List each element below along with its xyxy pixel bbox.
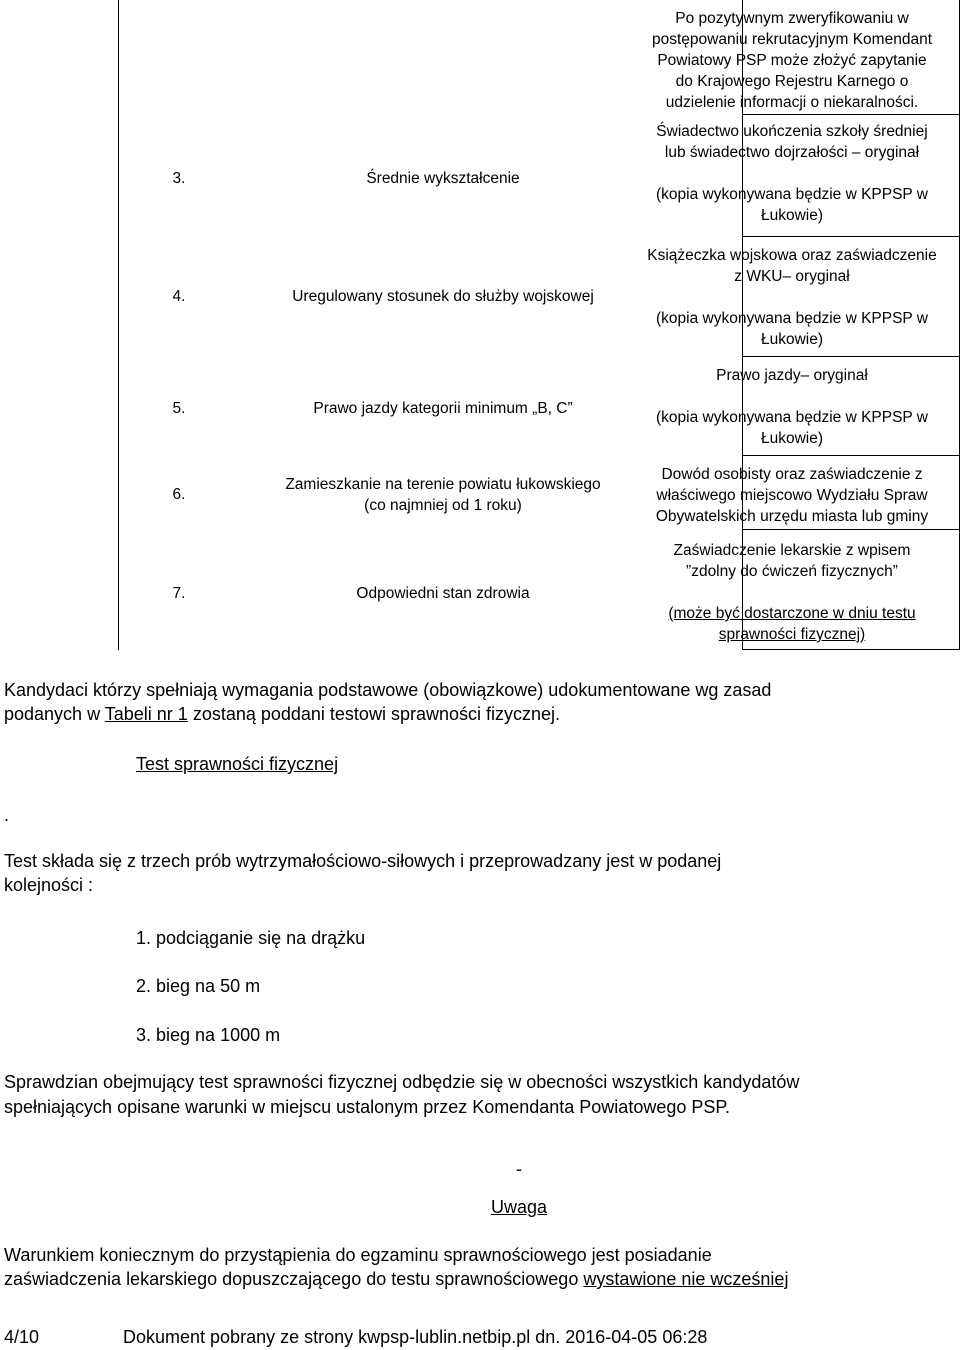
separator-dash: - [516,1159,522,1179]
row-number: 4. [172,288,186,305]
paragraph-line: Test składa się z trzech prób wytrzymałościowo-siłowych i przeprowadzany jest w podanej [4,851,722,871]
cell-line: Łukowie) [760,430,824,447]
cell-line: właściwego miejscowo Wydziału Spraw [656,487,928,504]
requirement-cell: Prawo jazdy kategorii minimum „B, C” [313,400,573,417]
stray-dot: . [4,805,10,825]
cell-line: Prawo jazdy– oryginał [716,367,868,384]
page-number: 4/10 [4,1327,40,1347]
cell-line: sprawności fizycznej) [718,626,866,643]
row-number: 6. [172,486,186,503]
documents-cell [624,245,960,350]
paragraph-text: podanych w [4,704,105,724]
cell-line: Łukowie) [760,207,824,224]
row-divider [742,236,960,237]
paragraph-text: zaświadczenia lekarskiego dopuszczającego do testu sprawnościowego [4,1269,584,1289]
row-number: 3. [172,170,186,187]
cell-line: Książeczka wojskowa oraz zaświadczenie [647,247,937,264]
table-border-bottom [742,649,960,650]
requirement-cell [228,474,658,516]
requirement-cell: Odpowiedni stan zdrowia [356,585,530,602]
cell-line: ”zdolny do ćwiczeń fizycznych” [686,563,898,580]
cell-line: Obywatelskich urzędu miasta lub gminy [655,508,929,525]
cell-line: udzielenie informacji o niekaralności. [665,94,919,111]
footer-source: Dokument pobrany ze strony kwpsp-lublin.netbip.pl dn. 2016-04-05 06:28 [123,1327,708,1347]
cell-line: (kopia wykonywana będzie w KPPSP w [656,310,928,327]
paragraph-text: zostaną poddani testowi sprawności fizycznej. [187,704,561,724]
cell-line: Powiatowy PSP może złożyć zapytanie [657,52,927,69]
paragraph-line: kolejności : [4,875,94,895]
cell-line: Zamieszkanie na terenie powiatu łukowskiego [285,476,601,493]
table-reference-link[interactable]: Tabeli nr 1 [104,704,188,724]
paragraph-line: Kandydaci którzy spełniają wymagania podstawowe (obowiązkowe) udokumentowane wg zasad [4,680,772,700]
list-item: 3. bieg na 1000 m [136,1025,281,1045]
list-item: 2. bieg na 50 m [136,976,261,996]
row-divider [742,529,960,530]
cell-line: z WKU– oryginał [734,268,850,285]
paragraph-line [4,1268,788,1291]
cell-line: (kopia wykonywana będzie w KPPSP w [656,409,928,426]
cell-line: lub świadectwo dojrzałości – oryginał [664,144,920,161]
row-divider [742,356,960,357]
list-item: 1. podciąganie się na drążku [136,928,366,948]
note-title: Uwaga [491,1197,548,1217]
documents-cell [624,464,960,527]
cell-line: (może być dostarczone w dniu testu [668,605,916,622]
emphasized-text: wystawione nie wcześniej [583,1269,789,1289]
row-number: 5. [172,400,186,417]
documents-cell [624,121,960,226]
section-title: Test sprawności fizycznej [136,754,339,774]
requirements-table [118,0,960,650]
cell-line: Po pozytywnym zweryfikowaniu w [675,10,909,27]
row-divider [742,114,960,115]
documents-cell [624,365,960,449]
cell-line: postępowaniu rekrutacyjnym Komendant [651,31,932,48]
table-border-left [118,0,119,650]
paragraph-line: Warunkiem koniecznym do przystąpienia do egzaminu sprawnościowego jest posiadanie [4,1245,712,1265]
cell-line: Dowód osobisty oraz zaświadczenie z [661,466,923,483]
requirement-cell: Uregulowany stosunek do służby wojskowej [292,288,594,305]
row-divider [742,455,960,456]
cell-line: Świadectwo ukończenia szkoły średniej [656,123,928,140]
requirement-cell: Średnie wykształcenie [366,170,520,187]
paragraph-line: spełniających opisane warunki w miejscu ustalonym przez Komendanta Powiatowego PSP. [4,1097,731,1117]
paragraph-line: Sprawdzian obejmujący test sprawności fizycznej odbędzie się w obecności wszystkich kandydatów [4,1072,800,1092]
documents-cell [624,540,960,645]
row-number: 7. [172,585,186,602]
cell-line: Zaświadczenie lekarskie z wpisem [673,542,911,559]
documents-cell [624,8,960,113]
paragraph-line [4,703,560,726]
cell-line: (kopia wykonywana będzie w KPPSP w [656,186,928,203]
cell-line: Łukowie) [760,331,824,348]
cell-line: (co najmniej od 1 roku) [364,497,522,514]
cell-line: do Krajowego Rejestru Karnego o [675,73,909,90]
